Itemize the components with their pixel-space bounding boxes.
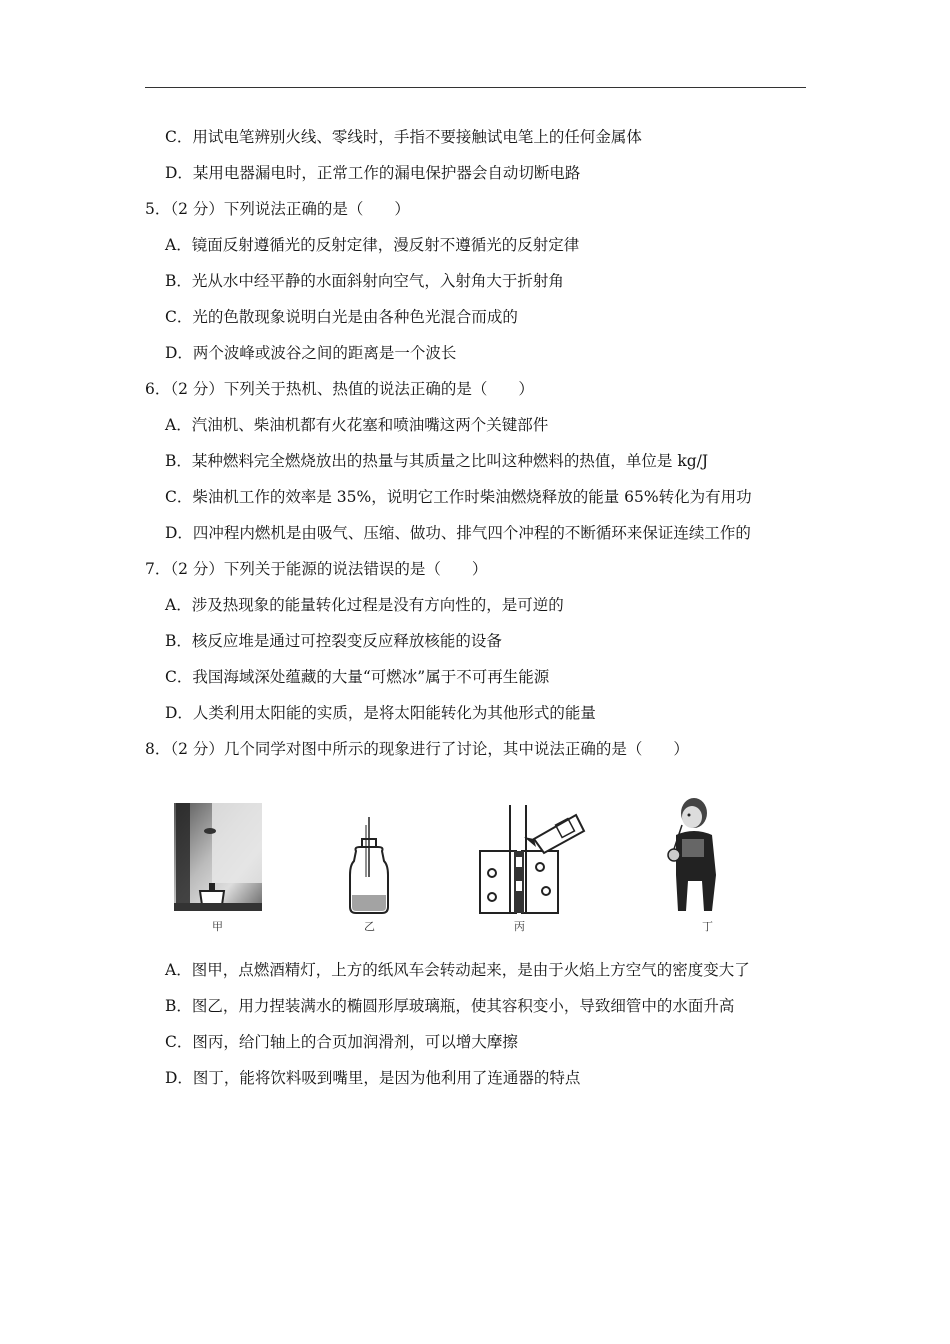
q5-option-b: B．光从水中经平静的水面斜射向空气，入射角大于折射角 [165, 272, 564, 290]
q6-option-a: A．汽油机、柴油机都有火花塞和喷油嘴这两个关键部件 [165, 416, 549, 434]
q6-option-b: B．某种燃料完全燃烧放出的热量与其质量之比叫这种燃料的热值，单位是 kg/J [165, 452, 709, 470]
q7-stem: 7．（2 分）下列关于能源的说法错误的是（ ） [145, 560, 488, 578]
figure-bing-door-hinge [476, 795, 588, 915]
caption-ding: 丁 [702, 920, 713, 933]
q7-option-b: B．核反应堆是通过可控裂变反应释放核能的设备 [165, 632, 502, 650]
q5-stem: 5．（2 分）下列说法正确的是（ ） [145, 200, 410, 218]
caption-jia: 甲 [212, 920, 223, 933]
q8-option-b: B．图乙，用力捏装满水的椭圆形厚玻璃瓶，使其容积变小，导致细管中的水面升高 [165, 997, 735, 1015]
q7-option-c: C．我国海域深处蕴藏的大量“可燃冰”属于不可再生能源 [165, 668, 550, 686]
figure-jia-alcohol-lamp [172, 795, 264, 915]
q5-option-a: A．镜面反射遵循光的反射定律，漫反射不遵循光的反射定律 [165, 236, 580, 254]
q6-stem: 6．（2 分）下列关于热机、热值的说法正确的是（ ） [145, 380, 534, 398]
q5-option-c: C．光的色散现象说明白光是由各种色光混合而成的 [165, 308, 518, 326]
q8-option-a: A．图甲，点燃酒精灯，上方的纸风车会转动起来，是由于火焰上方空气的密度变大了 [165, 961, 750, 979]
q7-option-a: A．涉及热现象的能量转化过程是没有方向性的，是可逆的 [165, 596, 564, 614]
q6-option-c: C．柴油机工作的效率是 35%，说明它工作时柴油燃烧释放的能量 65%转化为有用功 [165, 488, 752, 506]
caption-yi: 乙 [364, 920, 375, 933]
q6-option-d: D．四冲程内燃机是由吸气、压缩、做功、排气四个冲程的不断循环来保证连续工作的 [165, 524, 751, 542]
q8-stem: 8．（2 分）几个同学对图中所示的现象进行了讨论，其中说法正确的是（ ） [145, 740, 689, 758]
figure-yi-glass-bottle [344, 795, 394, 915]
q8-option-d: D．图丁，能将饮料吸到嘴里，是因为他利用了连通器的特点 [165, 1069, 581, 1087]
q8-option-c: C．图丙，给门轴上的合页加润滑剂，可以增大摩擦 [165, 1033, 518, 1051]
caption-bing: 丙 [514, 920, 525, 933]
q4-option-d: D．某用电器漏电时，正常工作的漏电保护器会自动切断电路 [165, 164, 581, 182]
q5-option-d: D．两个波峰或波谷之间的距离是一个波长 [165, 344, 457, 362]
q4-option-c: C．用试电笔辨别火线、零线时，手指不要接触试电笔上的任何金属体 [165, 128, 642, 146]
q7-option-d: D．人类利用太阳能的实质，是将太阳能转化为其他形式的能量 [165, 704, 596, 722]
header-rule [145, 87, 806, 88]
figure-ding-child-drinking [658, 795, 728, 915]
